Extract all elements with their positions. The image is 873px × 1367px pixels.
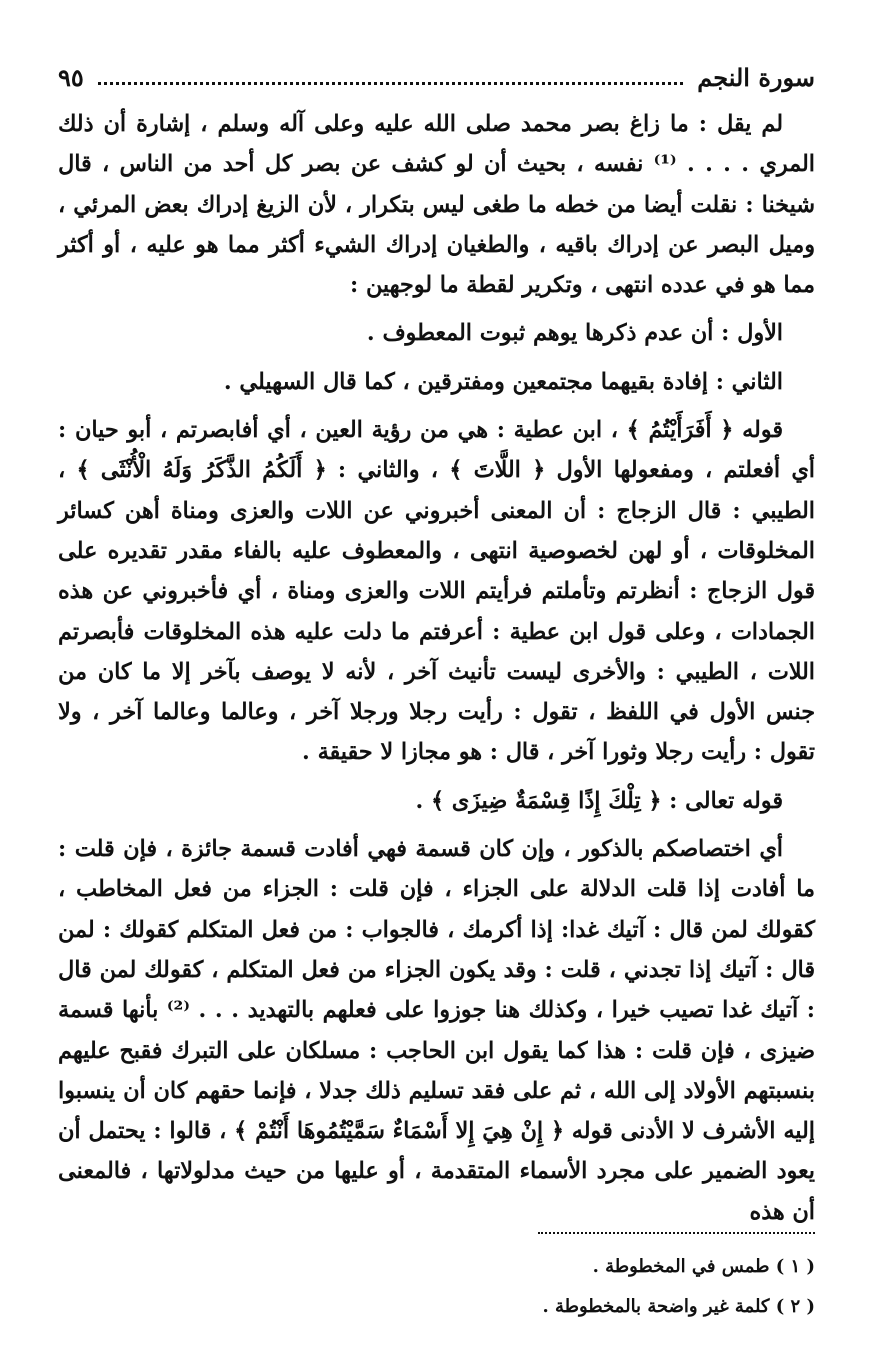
main-text <box>58 104 815 1232</box>
paragraph: لم يقل : ما زاغ بصر محمد صلى الله عليه وعلى آله وسلم ، إشارة أن ذلك المري . . . . ⁽¹⁾ نفسه ، بحيث أن لو كشف عن بصر كل أحد من الناس ، قال شيخنا : نقلت أيضا من خطه ما طغى ليس بتكرار ، لأن الزيغ إدراك بعض المرئي ، وميل البصر عن إدراك باقيه ، والطغيان إدراك الشيء أكثر مما هو عليه ، أو أكثر مما هو في عدده انتهى ، وتكرير لقطة ما لوجهين : <box>58 111 815 299</box>
paragraph: الأول : أن عدم ذكرها يوهم ثبوت المعطوف . <box>366 320 783 347</box>
paragraph: الثاني : إفادة بقيهما مجتمعين ومفترقين ، كما قال السهيلي . <box>223 368 783 395</box>
page-header <box>58 60 815 94</box>
surah-title: سورة النجم <box>697 62 815 92</box>
page-number: ٩٥ <box>58 62 84 92</box>
footnote: ( ١ ) طمس في المخطوطة . <box>592 1256 815 1277</box>
header-dotted-leader <box>98 82 684 85</box>
footnote-separator <box>538 1232 815 1234</box>
footnote: ( ٢ ) كلمة غير واضحة بالمخطوطة . <box>542 1296 815 1317</box>
paragraph: قوله ﴿ أَفَرَأَيْتُمُ ﴾ ، ابن عطية : هي من رؤية العين ، أي أفابصرتم ، أبو حيان : أي أفعلتم ، ومفعولها الأول ﴿ اللَّاتَ ﴾ ، والثاني : ﴿ أَلَكُمُ الذَّكَرُ وَلَهُ الْأُنْثَى ﴾ ، الطيبي : قال الزجاج : أن المعنى أخبروني عن اللات والعزى ومناة أهن كسائر المخلوقات ، أو لهن لخصوصية انتهى ، والمعطوف عليه بالفاء مقدر تقديره على قول الزجاج : أنظرتم وتأملتم فرأيتم اللات والعزى ومناة ، أي فأخبروني عن هذه الجمادات ، وعلى قول ابن عطية : أعرفتم ما دلت عليه هذه المخلوقات فأبصرتم اللات ، الطيبي : والأخرى ليست تأنيث آخر ، لأنه لا يوصف بآخر إلا ما كان من جنس الأول في اللفظ ، تقول : رأيت رجلا ورجلا آخر ، وعالما وعالما آخر ، ولا تقول : رأيت رجلا وثورا آخر ، قال : هو مجازا لا حقيقة . <box>58 417 815 766</box>
paragraph: أي اختصاصكم بالذكور ، وإن كان قسمة فهي أفادت قسمة جائزة ، فإن قلت : ما أفادت إذا قلت الدلالة على الجزاء ، فإن قلت : الجزاء من فعل المخاطب ، كقولك لمن قال : آتيك غدا: إذا أكرمك ، فالجواب : من فعل المتكلم كقولك : لمن قال : آتيك إذا تجدني ، قلت : وقد يكون الجزاء من فعل المتكلم ، كقولك لمن قال : آتيك غدا تصيب خيرا ، وكذلك هنا جوزوا على فعلهم بالتهديد . . . ⁽²⁾ بأنها قسمة ضيزى ، فإن قلت : هذا كما يقول ابن الحاجب : مسلكان على التبرك فقبح عليهم بنسبتهم الأولاد إلى الله ، ثم على فقد تسليم ذلك جدلا ، فإنما حقهم كان أن ينسبوا إليه الأشرف لا الأدنى قوله ﴿ إِنْ هِيَ إِلا أَسْمَاءٌ سَمَّيْتُمُوهَا أَنْتُمْ ﴾ ، قالوا : يحتمل أن يعود الضمير على مجرد الأسماء المتقدمة ، أو عليها من حيث مدلولاتها ، فالمعنى أن هذه <box>58 836 815 1225</box>
paragraph: قوله تعالى : ﴿ تِلْكَ إِذًا قِسْمَةٌ ضِيزَى ﴾ . <box>415 787 783 814</box>
